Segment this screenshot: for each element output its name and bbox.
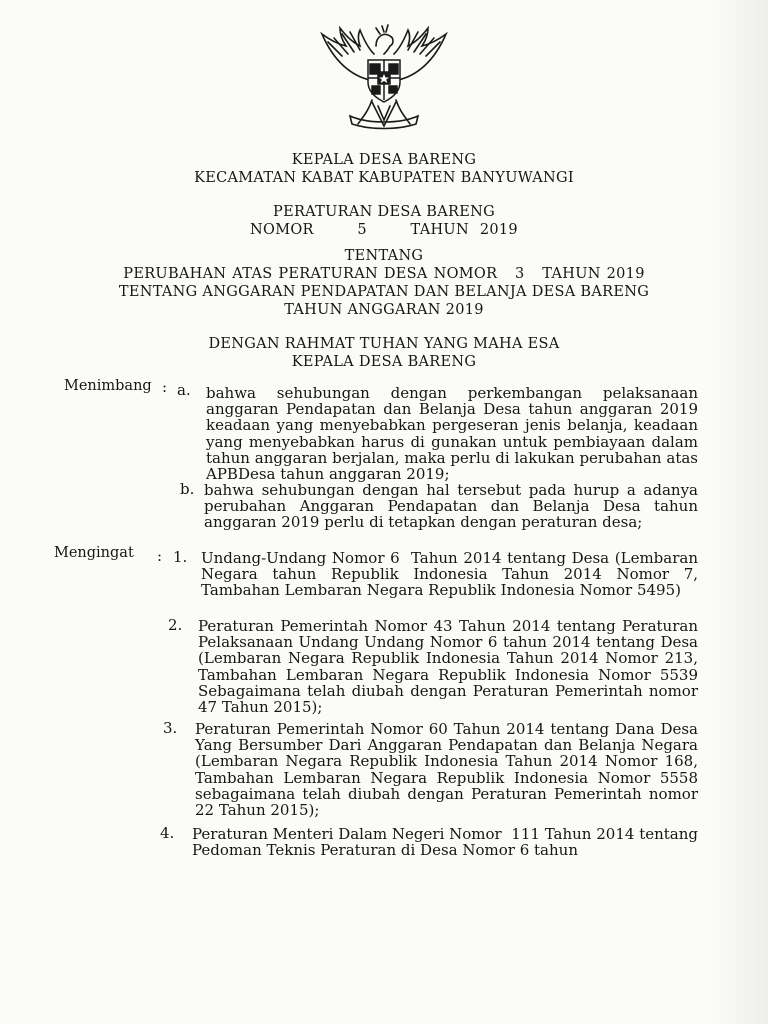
- mengingat-marker-4: 4.: [160, 824, 175, 842]
- mengingat-marker-2: 2.: [168, 616, 183, 634]
- menimbang-marker-b: b.: [180, 480, 195, 498]
- mengingat-separator: :: [157, 547, 163, 565]
- tentang-label: TENTANG: [344, 248, 424, 264]
- regulation-number: NOMOR 5 TAHUN 2019: [250, 222, 518, 238]
- regulation-title: PERATURAN DESA BARENG: [273, 204, 495, 220]
- mengingat-item-1: [201, 549, 703, 600]
- subject-line-3: TAHUN ANGGARAN 2019: [284, 302, 484, 318]
- menimbang-marker-a: a.: [177, 381, 191, 399]
- mengingat-marker-1: 1.: [173, 548, 188, 566]
- subject-line-2: TENTANG ANGGARAN PENDAPATAN DAN BELANJA DESA BARENG: [118, 284, 650, 300]
- mengingat-item-4-text: Peraturan Menteri Dalam Negeri Nomor 111 Tahun 2014 tentang Pedoman Teknis Peraturan di Desa Nomor 6 tahun: [192, 825, 708, 860]
- menimbang-item-a: [206, 385, 698, 482]
- menimbang-item-a-text: bahwa sehubungan dengan perkembangan pelaksanaan anggaran Pendapatan dan Belanja Desa tahun anggaran 2019 keadaan yang menyebabkan pergeseran jenis belanja, keadaan yang menyebabkan harus di gunakan untuk pembiayaan dalam tahun anggaran berjalan, maka perlu di lakukan perubahan atas APBDesa tahun anggaran 2019;: [206, 384, 698, 484]
- preamble-line-2: KEPALA DESA BARENG: [291, 354, 477, 370]
- menimbang-label: Menimbang: [64, 378, 152, 394]
- mengingat-item-3-text: Peraturan Pemerintah Nomor 60 Tahun 2014 tentang Dana Desa Yang Bersumber Dari Anggaran Pendapatan dan Belanja Negara (Lembaran Negara Republik Indonesia Tahun 2014 Nomor 168, Tambahan Lembaran Negara Republik Indonesia Nomor 5558 sebagaimana telah diubah dengan Peraturan Pemerintah nomor 22 Tahun 2015);: [195, 720, 698, 820]
- mengingat-item-1-text: Undang-Undang Nomor 6 Tahun 2014 tentang Desa (Lembaran Negara tahun Republik Indonesia Tahun 2014 Nomor 7, Tambahan Lembaran Negara Republik Indonesia Nomor 5495): [201, 549, 703, 600]
- mengingat-label: Mengingat: [54, 545, 134, 561]
- mengingat-item-4: [192, 825, 708, 860]
- preamble-line-1: DENGAN RAHMAT TUHAN YANG MAHA ESA: [208, 336, 560, 352]
- mengingat-item-2-text: Peraturan Pemerintah Nomor 43 Tahun 2014 tentang Peraturan Pelaksanaan Undang Undang Nomor 6 tahun 2014 tentang Desa (Lembaran Negara Republik Indonesia Tahun 2014 Nomor 213, Tambahan Lembaran Negara Republik Indonesia Nomor 5539 Sebagaimana telah diubah dengan Peraturan Pemerintah nomor 47 Tahun 2015);: [198, 617, 698, 717]
- mengingat-marker-3: 3.: [163, 719, 178, 737]
- mengingat-item-2: [198, 618, 698, 715]
- subject-line-1: PERUBAHAN ATAS PERATURAN DESA NOMOR 3 TAHUN 2019: [123, 266, 645, 282]
- header-line-2: KECAMATAN KABAT KABUPATEN BANYUWANGI: [194, 170, 574, 186]
- menimbang-separator: :: [162, 378, 168, 396]
- menimbang-item-b: [204, 482, 698, 531]
- header-line-1: KEPALA DESA BARENG: [291, 152, 477, 168]
- mengingat-item-3: [195, 721, 698, 818]
- garuda-pancasila-emblem-icon: [312, 20, 456, 132]
- menimbang-item-b-text: bahwa sehubungan dengan hal tersebut pada hurup a adanya perubahan Anggaran Pendapatan dan Belanja Desa tahun anggaran 2019 perlu di tetapkan dengan peraturan desa;: [204, 481, 698, 532]
